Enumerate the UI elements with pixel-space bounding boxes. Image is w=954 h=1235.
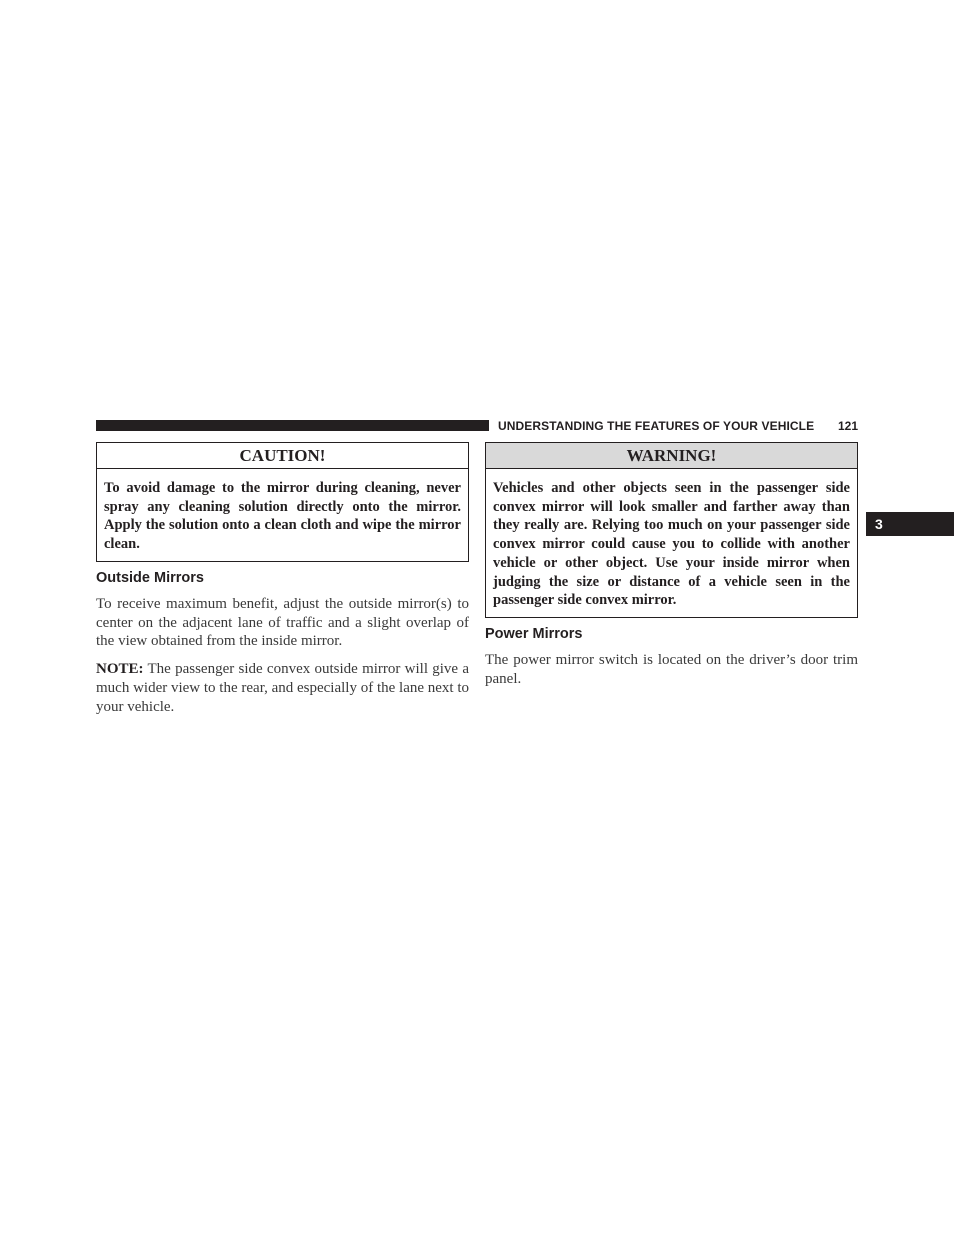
chapter-tab	[866, 512, 954, 536]
outside-mirrors-note	[96, 660, 469, 716]
outside-mirrors-heading: Outside Mirrors	[96, 570, 204, 586]
right-column	[485, 442, 858, 688]
running-header	[498, 417, 858, 435]
outside-mirrors-paragraph: To receive maximum benefit, adjust the outside mirror(s) to center on the adjacent lane of traffic and a slight overlap of the view obtained from the inside mirror.	[96, 596, 469, 650]
warning-heading: WARNING!	[486, 443, 857, 469]
power-mirrors-heading: Power Mirrors	[485, 626, 583, 642]
power-mirrors-paragraph: The power mirror switch is located on the driver’s door trim panel.	[485, 652, 858, 687]
caution-body: To avoid damage to the mirror during cleaning, never spray any cleaning solution directly onto the mirror. Apply the solution onto a clean cloth and wipe the mirror clean.	[104, 480, 461, 553]
caution-box	[96, 442, 469, 562]
caution-heading: CAUTION!	[97, 443, 468, 469]
warning-body: Vehicles and other objects seen in the passenger side convex mirror will look smaller and farther away than they really are. Relying too much on your passenger side convex mirror could cause you to collide with another vehicle or other object. Use your inside mirror when judging the size or distance of a vehicle seen in the passenger side convex mirror.	[493, 480, 850, 609]
page-number: 121	[837, 419, 858, 433]
note-label: NOTE:	[96, 661, 144, 678]
header-rule-bar	[96, 420, 489, 431]
running-header-title: UNDERSTANDING THE FEATURES OF YOUR VEHICLE	[498, 419, 815, 433]
chapter-tab-number: 3	[875, 516, 883, 532]
warning-box	[485, 442, 858, 618]
note-text: The passenger side convex outside mirror will give a much wider view to the rear, and especially of the lane next to your vehicle.	[96, 661, 470, 715]
left-column	[96, 442, 469, 716]
